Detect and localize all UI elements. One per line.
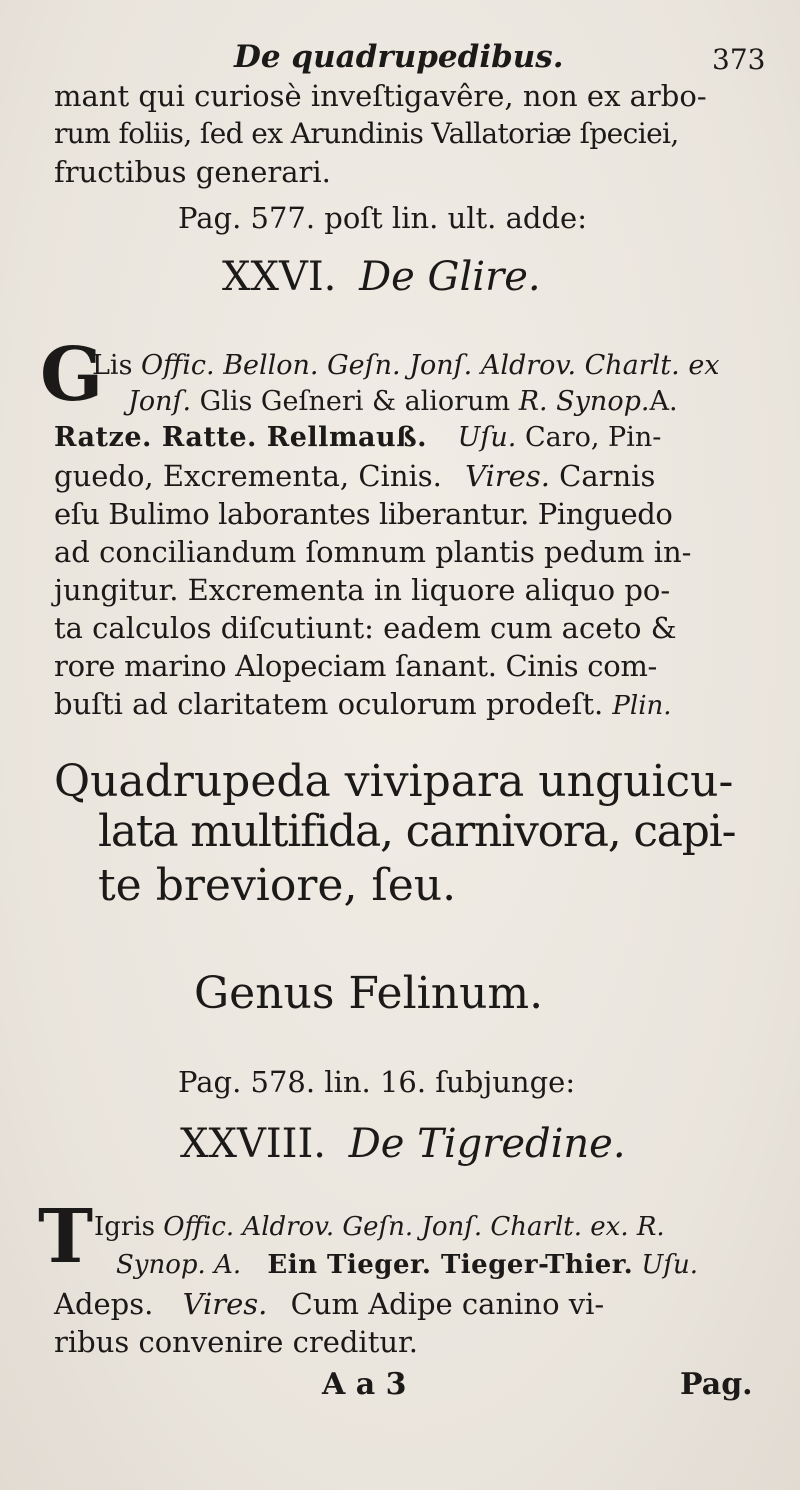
text-line: ta calculos diſcutiunt: eadem cum aceto & — [54, 611, 677, 645]
text-line: rore marino Alopeciam ſanant. Cinis com- — [54, 649, 658, 683]
heading-title: De Tigredine. — [348, 1121, 626, 1167]
classification-line: te breviore, ſeu. — [98, 860, 457, 911]
reference: Plin. — [612, 691, 672, 721]
running-title: De quadrupedibus. — [234, 39, 564, 75]
text-line — [94, 1214, 665, 1240]
text-line — [92, 352, 720, 379]
text-line: eſu Bulimo laborantes liberantur. Pinguedo — [54, 497, 673, 531]
vires-label: Vires. — [182, 1287, 268, 1321]
drop-cap: T — [38, 1194, 94, 1280]
text-span: Caro, Pin- — [524, 422, 662, 453]
reference: R. Synop. — [518, 386, 650, 417]
text-span: Cum Adipe canino vi- — [290, 1287, 605, 1321]
text-line — [116, 1252, 698, 1278]
section-heading — [180, 1121, 626, 1167]
text-line: fructibus generari. — [54, 155, 331, 189]
text-line — [128, 388, 678, 415]
text-line: mant qui curiosè inveſtigavêre, non ex arbo- — [54, 79, 707, 113]
heading-number: XXVIII. — [180, 1121, 326, 1167]
text-span: Glis Geſneri & aliorum — [199, 386, 511, 417]
text-span: Carnis — [559, 459, 656, 493]
references: Offic. Bellon. Geſn. Jonſ. Aldrov. Charlt. ex — [141, 350, 720, 381]
drop-cap: G — [40, 332, 104, 418]
text-span: guedo, Excrementa, Cinis. — [54, 459, 442, 493]
usage-label: Uſu. — [641, 1250, 698, 1280]
german-names: Ein Tieger. Tieger-Thier. — [267, 1250, 634, 1280]
entry-name: Igris — [94, 1212, 156, 1242]
reference: Synop. A. — [116, 1250, 242, 1280]
heading-number: XXVI. — [222, 254, 337, 300]
usage-label: Uſu. — [457, 422, 517, 453]
addendum-note: Pag. 577. poſt lin. ult. adde: — [178, 201, 587, 235]
genus-heading: Genus Felinum. — [194, 968, 544, 1019]
entry-name: Lis — [92, 350, 133, 381]
vires-label: Vires. — [465, 459, 550, 493]
text-line: ribus convenire creditur. — [54, 1325, 418, 1359]
page-number: 373 — [712, 43, 766, 76]
addendum-note: Pag. 578. lin. 16. ſubjunge: — [178, 1065, 576, 1099]
text-span: A. — [649, 386, 678, 417]
german-names: Ratze. Ratte. Rellmauß. — [54, 422, 428, 453]
text-span: buſti ad claritatem oculorum prodeſt. — [54, 687, 604, 721]
references: Offic. Aldrov. Geſn. Jonſ. Charlt. ex. R. — [163, 1212, 665, 1242]
section-heading — [222, 254, 541, 300]
text-line — [54, 687, 672, 721]
reference: Jonſ. — [128, 386, 192, 417]
signature-mark: A a 3 — [322, 1367, 407, 1402]
catchword: Pag. — [680, 1367, 753, 1402]
text-line — [54, 459, 656, 493]
text-line: jungitur. Excrementa in liquore aliquo po- — [54, 573, 671, 607]
text-line: ad conciliandum ſomnum plantis pedum in- — [54, 535, 692, 569]
classification-line: lata multifida, carnivora, capi- — [98, 806, 736, 857]
text-line — [54, 1287, 605, 1321]
heading-title: De Glire. — [359, 254, 541, 300]
classification-line: Quadrupeda vivipara unguicu- — [54, 756, 734, 807]
text-line — [54, 424, 661, 451]
text-line: rum foliis, ſed ex Arundinis Vallatoriæ ſpeciei, — [54, 117, 679, 150]
text-span: Adeps. — [54, 1287, 154, 1321]
